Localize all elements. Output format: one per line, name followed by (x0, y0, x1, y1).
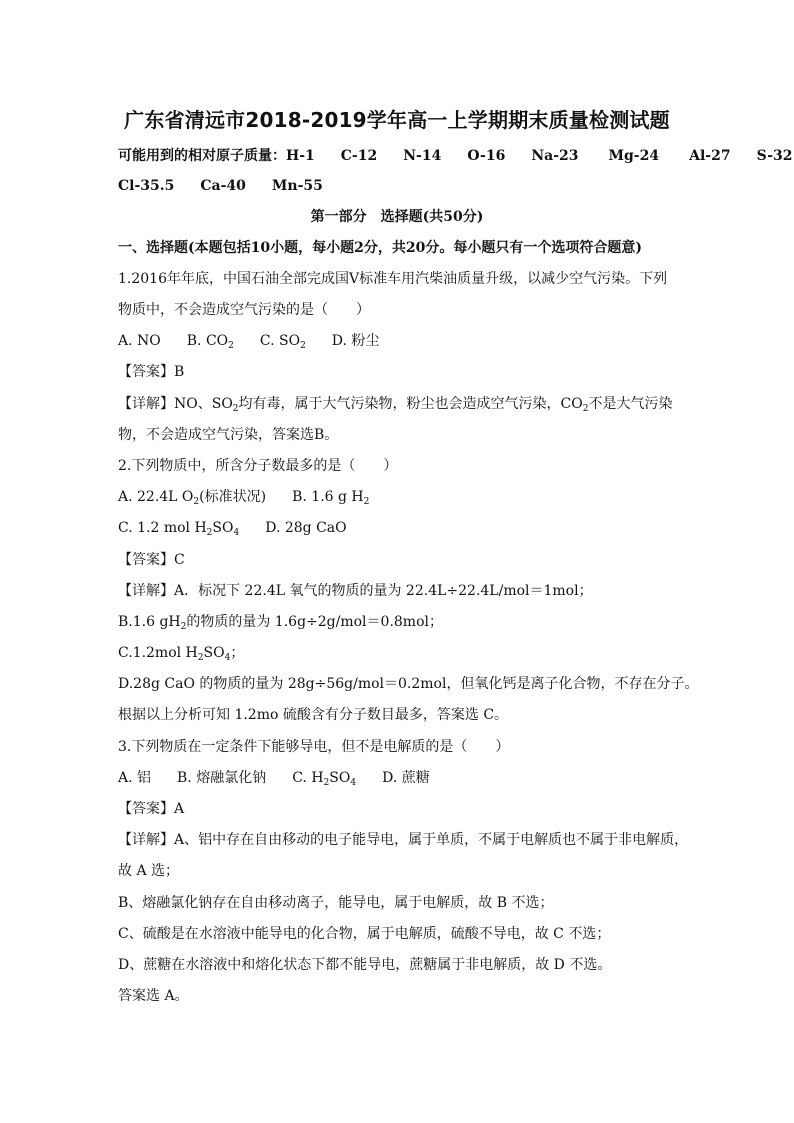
atomic-mass-line-1 (118, 146, 793, 166)
q2-option-d: D. 28g CaO (265, 520, 347, 536)
q1-option-d: D. 粉尘 (331, 333, 380, 349)
q2-detail-b: B.1.6 $gH_2$的物质的量为 1.6g÷2g/mol＝0.8mol； (118, 614, 443, 632)
section-heading: 一、选择题(本题包括10小题，每小题2分，共20分。每小题只有一个选项符合题意) (118, 240, 642, 256)
q2-answer: 【答案】C (118, 552, 185, 568)
atomic-mass-item: Cl-35.5 (118, 178, 175, 194)
q3-option-a: A. 铝 (118, 770, 152, 786)
q3-detail-c: C、硫酸是在水溶液中能导电的化合物，属于电解质，硫酸不导电，故 C 不选； (118, 926, 611, 942)
atomic-mass-label: 可能用到的相对原子质量： (118, 148, 286, 164)
q1-detail-line-2: 物，不会造成空气污染，答案选B。 (118, 427, 339, 443)
q3-detail-d: D、蔗糖在水溶液中和熔化状态下都不能导电，蔗糖属于非电解质，故 D 不选。 (118, 957, 612, 973)
q1-detail-line-1: 【详解】NO、$SO_2$均有毒，属于大气污染物，粉尘也会造成空气污染，$CO_2$不是大气污染 (118, 396, 673, 414)
q2-detail-c: C.1.2mol $H_2SO_4$； (118, 645, 245, 663)
q3-stem: 3.下列物质在一定条件下能够导电，但不是电解质的是（ ） (118, 739, 510, 755)
q1-option-a: A. NO (118, 333, 161, 349)
page-title: 广东省清远市2018-2019学年高一上学期期末质量检测试题 (124, 108, 670, 132)
q2-options-ab (118, 487, 369, 507)
q2-option-b: B. 1.6 g $H_2$ (292, 489, 370, 507)
q2-detail-d: D.28g CaO 的物质的量为 28g÷56g/mol＝0.2mol，但氧化钙是离子化合物，不存在分子。 (118, 676, 699, 692)
atomic-mass-item: Al-27 (689, 148, 731, 164)
q3-option-b: B. 熔融氯化钠 (177, 770, 267, 786)
q2-conclusion: 根据以上分析可知 1.2mo 硫酸含有分子数目最多，答案选 C。 (118, 707, 509, 723)
atomic-mass-item: Na-23 (531, 148, 579, 164)
q1-option-b: B. $CO_2$ (186, 333, 234, 351)
q2-options-cd (118, 518, 347, 538)
atomic-mass-item: C-12 (340, 148, 378, 164)
atomic-mass-line-2 (118, 176, 323, 196)
atomic-mass-item: H-1 (286, 148, 315, 164)
q1-answer: 【答案】B (118, 364, 185, 380)
atomic-mass-item: Mg-24 (608, 148, 660, 164)
atomic-mass-item: Ca-40 (200, 178, 246, 194)
q3-options (118, 768, 430, 788)
atomic-mass-item: Mn-55 (271, 178, 323, 194)
q1-stem-line-2: 物质中，不会造成空气污染的是（ ） (118, 302, 370, 318)
part-heading: 第一部分 选择题(共50分) (310, 209, 484, 225)
q3-conclusion: 答案选 A。 (118, 988, 189, 1004)
atomic-mass-item: O-16 (467, 148, 506, 164)
q2-stem: 2.下列物质中，所含分子数最多的是（ ） (118, 458, 398, 474)
atomic-mass-item: S-32 (756, 148, 793, 164)
q1-options (118, 331, 379, 351)
q1-stem-line-1: 1.2016年年底，中国石油全部完成国Ⅴ标准车用汽柴油质量升级，以减少空气污染。下列 (118, 271, 668, 287)
q3-detail-a-line-2: 故 A 选； (118, 863, 180, 879)
atomic-mass-item: N-14 (403, 148, 442, 164)
q3-answer: 【答案】A (118, 801, 185, 817)
q3-detail-b: B、熔融氯化钠存在自由移动离子，能导电，属于电解质，故 B 不选； (118, 895, 554, 911)
q2-option-c: C. 1.2 mol $H_2SO_4$ (118, 520, 240, 538)
q3-detail-a-line-1: 【详解】A、铝中存在自由移动的电子能导电，属于单质，不属于电解质也不属于非电解质， (118, 832, 689, 848)
q3-option-c: C. $H_2SO_4$ (292, 770, 357, 788)
q1-option-c: C. $SO_2$ (259, 333, 306, 351)
q2-option-a: A. 22.4L $O_2$(标准状况) (118, 489, 267, 507)
q2-detail-a: 【详解】A．标况下 22.4L 氧气的物质的量为 22.4L÷22.4L/mol＝1mol； (118, 583, 593, 599)
q3-option-d: D. 蔗糖 (382, 770, 430, 786)
